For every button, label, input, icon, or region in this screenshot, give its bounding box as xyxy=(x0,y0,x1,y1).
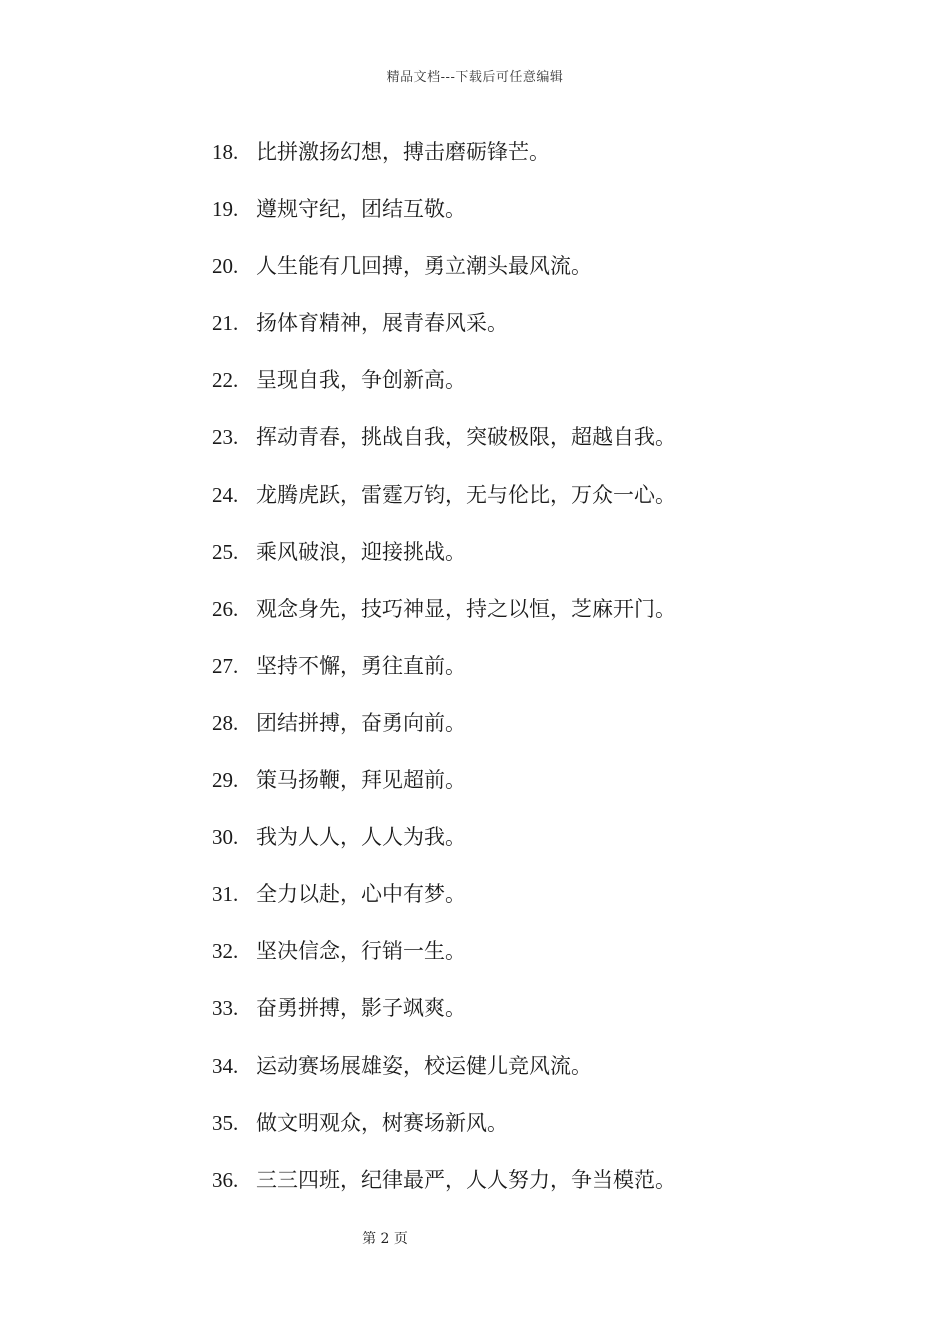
list-item xyxy=(212,133,852,190)
item-number: 25. xyxy=(212,539,239,564)
item-number: 36. xyxy=(212,1167,239,1192)
item-number: 18. xyxy=(212,140,239,164)
item-text: 龙腾虎跃，雷霆万钧，无与伦比，万众一心。 xyxy=(256,482,676,507)
item-number: 22. xyxy=(212,368,239,393)
item-text: 扬体育精神，展青春风采。 xyxy=(256,311,508,336)
item-number: 30. xyxy=(212,825,239,850)
list-item xyxy=(212,190,852,247)
item-text: 策马扬鞭，拜见超前。 xyxy=(256,768,466,793)
item-text: 比拼激扬幻想，搏击磨砺锋芒。 xyxy=(256,140,550,164)
list-item xyxy=(212,476,852,533)
page-header: 精品文档---下载后可任意编辑 xyxy=(386,70,564,85)
list-item xyxy=(212,304,852,361)
item-number: 19. xyxy=(212,197,239,222)
item-text: 呈现自我，争创新高。 xyxy=(256,368,466,393)
list-item xyxy=(212,761,852,818)
page-number: 第 2 页 xyxy=(362,1231,408,1247)
item-text: 团结拼搏，奋勇向前。 xyxy=(256,710,466,735)
item-text: 坚持不懈，勇往直前。 xyxy=(256,653,466,678)
item-number: 34. xyxy=(212,1053,239,1078)
list-item xyxy=(212,818,852,875)
slogan-list xyxy=(212,133,852,1218)
item-number: 31. xyxy=(212,882,239,907)
list-item xyxy=(212,590,852,647)
item-number: 26. xyxy=(212,596,239,621)
item-number: 23. xyxy=(212,425,239,450)
item-number: 21. xyxy=(212,311,239,336)
list-item xyxy=(212,932,852,989)
item-text: 挥动青春，挑战自我，突破极限，超越自我。 xyxy=(256,425,676,450)
item-text: 人生能有几回搏，勇立潮头最风流。 xyxy=(256,254,592,279)
item-text: 做文明观众，树赛场新风。 xyxy=(256,1110,508,1135)
list-item xyxy=(212,361,852,418)
list-item xyxy=(212,704,852,761)
list-item xyxy=(212,533,852,590)
item-number: 32. xyxy=(212,939,239,964)
item-number: 29. xyxy=(212,768,239,793)
item-number: 24. xyxy=(212,482,239,507)
item-text: 乘风破浪，迎接挑战。 xyxy=(256,539,466,564)
item-text: 遵规守纪，团结互敬。 xyxy=(256,197,466,222)
item-text: 我为人人，人人为我。 xyxy=(256,825,466,850)
item-number: 27. xyxy=(212,653,239,678)
item-text: 奋勇拼搏，影子飒爽。 xyxy=(256,996,466,1021)
list-item xyxy=(212,1104,852,1161)
item-number: 33. xyxy=(212,996,239,1021)
list-item xyxy=(212,647,852,704)
list-item xyxy=(212,418,852,475)
list-item xyxy=(212,247,852,304)
item-number: 20. xyxy=(212,254,239,279)
item-text: 坚决信念，行销一生。 xyxy=(256,939,466,964)
list-item xyxy=(212,1161,852,1218)
item-text: 全力以赴，心中有梦。 xyxy=(256,882,466,907)
list-item xyxy=(212,989,852,1046)
list-item xyxy=(212,875,852,932)
item-number: 28. xyxy=(212,710,239,735)
item-number: 35. xyxy=(212,1110,239,1135)
item-text: 三三四班，纪律最严，人人努力，争当模范。 xyxy=(256,1167,676,1192)
list-item xyxy=(212,1047,852,1104)
item-text: 运动赛场展雄姿，校运健儿竞风流。 xyxy=(256,1053,592,1078)
item-text: 观念身先，技巧神显，持之以恒，芝麻开门。 xyxy=(256,596,676,621)
